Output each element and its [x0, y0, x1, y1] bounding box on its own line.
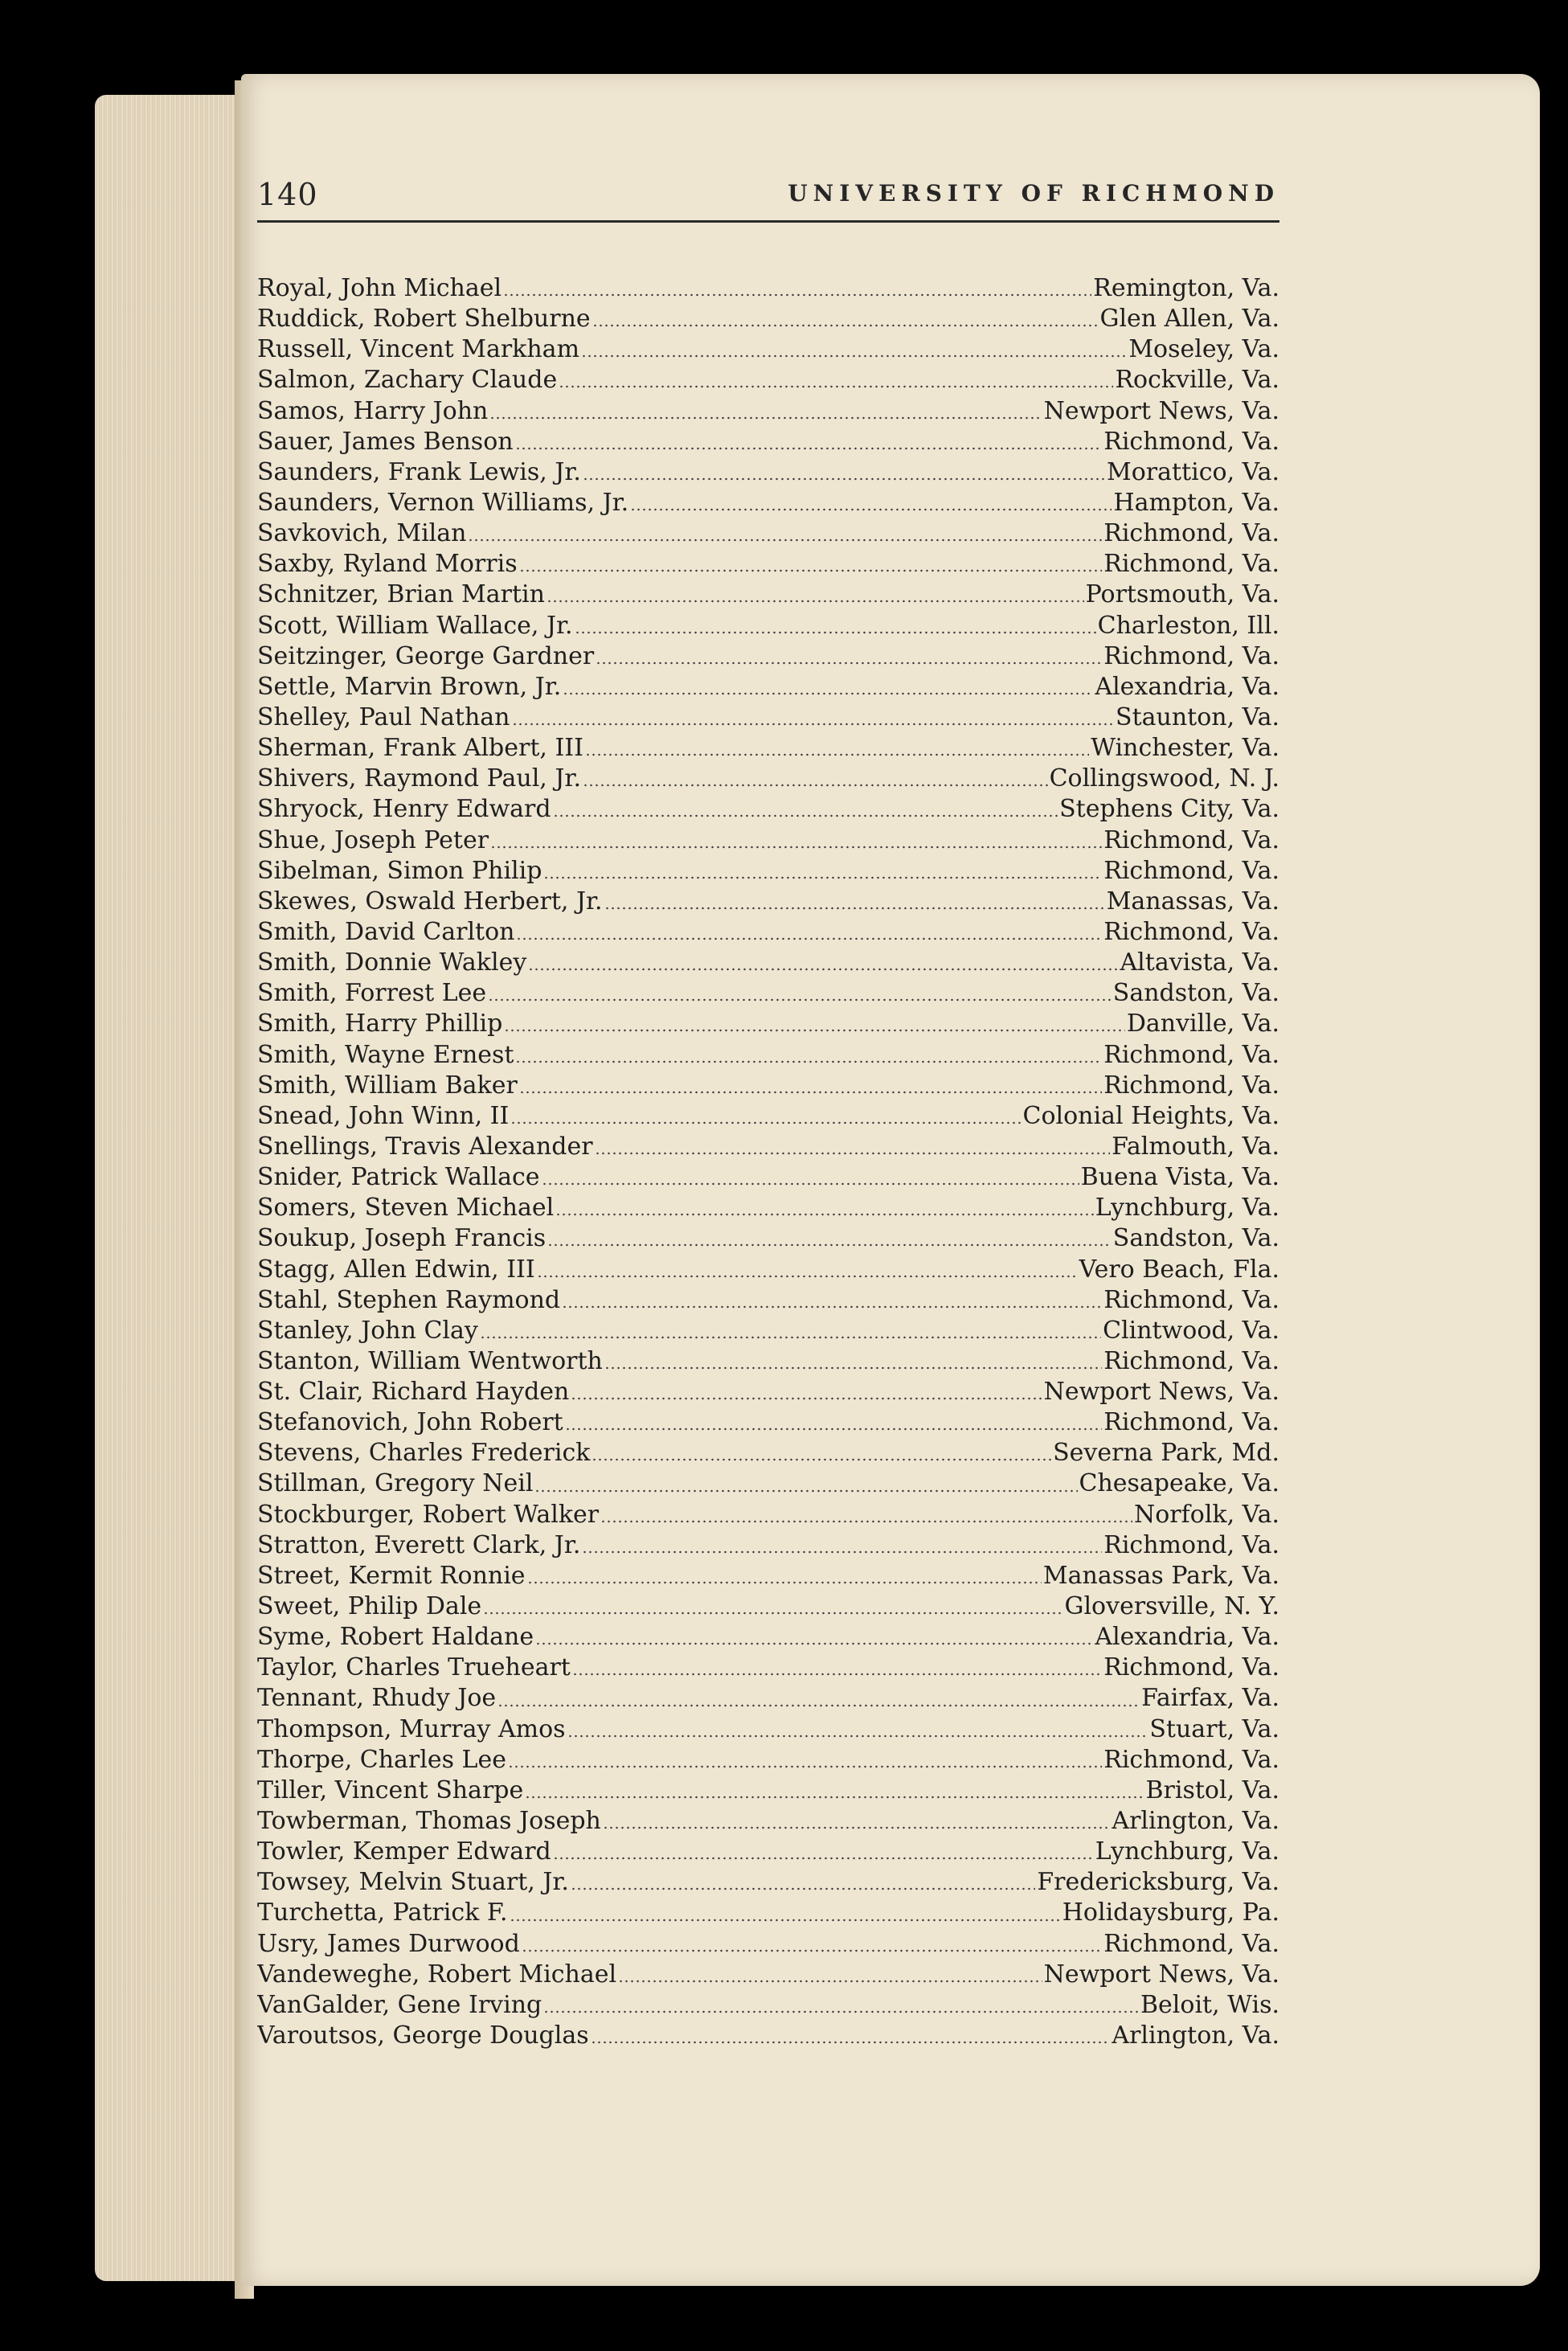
list-item: [257, 1223, 1279, 1254]
hometown: Morattico, Va.: [1107, 457, 1279, 486]
dot-leader: [516, 936, 1102, 941]
hometown: Richmond, Va.: [1103, 1040, 1279, 1069]
dot-leader: [583, 477, 1105, 481]
list-item: [257, 1377, 1279, 1407]
hometown: Winchester, Va.: [1091, 734, 1279, 763]
student-name: Stevens, Charles Frederick: [257, 1439, 591, 1468]
dot-leader: [571, 1396, 1042, 1401]
list-item: [257, 1468, 1279, 1499]
dot-leader: [535, 1641, 1093, 1646]
list-item: [257, 611, 1279, 641]
hometown: Altavista, Va.: [1120, 948, 1279, 977]
page-header: [257, 172, 1279, 223]
list-item: [257, 396, 1279, 427]
dot-leader: [575, 630, 1096, 635]
dot-leader: [542, 1182, 1079, 1186]
list-item: [257, 1806, 1279, 1837]
student-name: Samos, Harry John: [257, 396, 489, 425]
dot-leader: [489, 416, 1042, 420]
dot-leader: [504, 1028, 1124, 1033]
list-item: [257, 702, 1279, 733]
dot-leader: [595, 1151, 1111, 1156]
student-name: Saunders, Vernon Williams, Jr.: [257, 488, 629, 517]
list-item: [257, 978, 1279, 1009]
hometown: Richmond, Va.: [1103, 1346, 1279, 1375]
student-name: Snead, John Winn, II: [257, 1101, 510, 1130]
dot-leader: [583, 783, 1048, 788]
student-name: Stefanovich, John Robert: [257, 1408, 563, 1437]
hometown: Arlington, Va.: [1112, 2021, 1279, 2050]
dot-leader: [604, 1366, 1102, 1370]
hometown: Norfolk, Va.: [1134, 1500, 1279, 1529]
list-item: [257, 1591, 1279, 1622]
hometown: Alexandria, Va.: [1095, 672, 1279, 701]
list-item: [257, 1622, 1279, 1653]
student-name: Varoutsos, George Douglas: [257, 2021, 589, 2050]
list-item: [257, 1071, 1279, 1101]
hometown: Richmond, Va.: [1103, 1530, 1279, 1559]
list-item: [257, 1561, 1279, 1591]
student-name: Sherman, Frank Albert, III: [257, 734, 584, 763]
student-name: Syme, Robert Haldane: [257, 1623, 534, 1652]
student-directory-list: [257, 273, 1279, 2051]
dot-leader: [515, 446, 1103, 451]
list-item: [257, 1837, 1279, 1867]
list-item: [257, 1653, 1279, 1683]
student-name: Smith, Harry Phillip: [257, 1010, 503, 1038]
student-name: Stahl, Stephen Raymond: [257, 1285, 561, 1314]
dot-leader: [527, 1580, 1042, 1585]
list-item: [257, 1285, 1279, 1316]
student-name: Tiller, Vincent Sharpe: [257, 1776, 524, 1804]
hometown: Falmouth, Va.: [1112, 1132, 1279, 1161]
student-name: Smith, William Baker: [257, 1071, 518, 1100]
student-name: Thorpe, Charles Lee: [257, 1745, 506, 1774]
student-name: Usry, James Durwood: [257, 1929, 520, 1958]
dot-leader: [630, 507, 1112, 512]
dot-leader: [525, 1795, 1144, 1800]
hometown: Rockville, Va.: [1115, 366, 1279, 395]
hometown: Fredericksburg, Va.: [1037, 1868, 1279, 1897]
list-item: [257, 1745, 1279, 1776]
list-item: [257, 427, 1279, 457]
hometown: Alexandria, Va.: [1095, 1623, 1279, 1652]
list-item: [257, 1929, 1279, 1960]
student-name: Sauer, James Benson: [257, 427, 514, 456]
hometown: Richmond, Va.: [1103, 1745, 1279, 1774]
list-item: [257, 764, 1279, 794]
dot-leader: [600, 1519, 1132, 1524]
list-item: [257, 1193, 1279, 1223]
dot-leader: [567, 1734, 1148, 1739]
student-name: Seitzinger, George Gardner: [257, 641, 595, 670]
student-name: Soukup, Joseph Francis: [257, 1224, 547, 1253]
hometown: Remington, Va.: [1093, 274, 1279, 302]
dot-leader: [565, 1427, 1103, 1431]
hometown: Sandston, Va.: [1112, 1224, 1279, 1253]
hometown: Beloit, Wis.: [1140, 1990, 1279, 2019]
page-edges: [95, 95, 248, 2281]
student-name: Towsey, Melvin Stuart, Jr.: [257, 1868, 569, 1897]
dot-leader: [508, 1764, 1102, 1769]
dot-leader: [519, 1090, 1102, 1095]
student-name: Stagg, Allen Edwin, III: [257, 1255, 535, 1284]
dot-leader: [515, 1059, 1102, 1064]
page-number: 140: [257, 177, 318, 212]
dot-leader: [582, 1550, 1102, 1554]
hometown: Lynchburg, Va.: [1095, 1194, 1279, 1223]
hometown: Portsmouth, Va.: [1085, 580, 1279, 609]
dot-leader: [571, 1886, 1035, 1891]
student-name: Shivers, Raymond Paul, Jr.: [257, 764, 581, 793]
list-item: [257, 1316, 1279, 1346]
student-name: Stanton, William Wentworth: [257, 1346, 603, 1375]
list-item: [257, 1990, 1279, 2021]
hometown: Chesapeake, Va.: [1079, 1469, 1279, 1498]
dot-leader: [512, 722, 1115, 727]
hometown: Colonial Heights, Va.: [1022, 1101, 1279, 1130]
student-name: Schnitzer, Brian Martin: [257, 580, 545, 609]
list-item: [257, 365, 1279, 395]
list-item: [257, 304, 1279, 334]
dot-leader: [537, 1274, 1078, 1279]
list-item: [257, 1438, 1279, 1468]
student-name: St. Clair, Richard Hayden: [257, 1378, 570, 1407]
hometown: Gloversville, N. Y.: [1064, 1592, 1279, 1621]
dot-leader: [604, 906, 1105, 911]
hometown: Charleston, Ill.: [1097, 611, 1279, 640]
dot-leader: [591, 2040, 1111, 2045]
list-item: [257, 334, 1279, 365]
list-item: [257, 1960, 1279, 1990]
dot-leader: [483, 1611, 1062, 1616]
hometown: Richmond, Va.: [1103, 917, 1279, 946]
dot-leader: [480, 1335, 1101, 1340]
student-name: Royal, John Michael: [257, 274, 502, 302]
list-item: [257, 273, 1279, 304]
student-name: Snellings, Travis Alexander: [257, 1132, 593, 1161]
list-item: [257, 887, 1279, 917]
student-name: Vandeweghe, Robert Michael: [257, 1960, 617, 1989]
hometown: Newport News, Va.: [1043, 396, 1279, 425]
hometown: Clintwood, Va.: [1103, 1316, 1279, 1345]
hometown: Manassas, Va.: [1106, 887, 1279, 915]
list-item: [257, 1776, 1279, 1806]
student-name: Smith, Forrest Lee: [257, 979, 487, 1008]
list-item: [257, 948, 1279, 978]
hometown: Sandston, Va.: [1112, 979, 1279, 1008]
hometown: Fairfax, Va.: [1141, 1684, 1279, 1713]
dot-leader: [592, 323, 1099, 328]
student-name: VanGalder, Gene Irving: [257, 1990, 542, 2019]
student-name: Stockburger, Robert Walker: [257, 1500, 600, 1529]
dot-leader: [510, 1120, 1021, 1125]
list-item: [257, 1530, 1279, 1561]
hometown: Richmond, Va.: [1103, 1071, 1279, 1100]
hometown: Vero Beach, Fla.: [1079, 1255, 1279, 1284]
student-name: Stillman, Gregory Neil: [257, 1469, 534, 1498]
student-name: Russell, Vincent Markham: [257, 335, 580, 364]
list-item: [257, 1683, 1279, 1714]
hometown: Collingswood, N. J.: [1049, 764, 1279, 793]
list-item: [257, 672, 1279, 702]
list-item: [257, 1255, 1279, 1285]
hometown: Severna Park, Md.: [1053, 1439, 1279, 1468]
list-item: [257, 825, 1279, 856]
list-item: [257, 1346, 1279, 1377]
student-name: Skewes, Oswald Herbert, Jr.: [257, 887, 603, 915]
student-name: Sibelman, Simon Philip: [257, 856, 542, 885]
dot-leader: [592, 1457, 1051, 1462]
student-name: Towberman, Thomas Joseph: [257, 1807, 601, 1836]
hometown: Holidaysburg, Pa.: [1062, 1898, 1279, 1927]
dot-leader: [547, 599, 1084, 604]
list-item: [257, 488, 1279, 518]
dot-leader: [510, 1918, 1061, 1923]
dot-leader: [468, 538, 1102, 543]
hometown: Richmond, Va.: [1103, 1285, 1279, 1314]
student-name: Towler, Kemper Edward: [257, 1837, 551, 1866]
hometown: Danville, Va.: [1126, 1010, 1279, 1038]
hometown: Richmond, Va.: [1103, 825, 1279, 854]
list-item: [257, 1714, 1279, 1745]
dot-leader: [503, 293, 1091, 297]
student-name: Salmon, Zachary Claude: [257, 366, 558, 395]
student-name: Scott, William Wallace, Jr.: [257, 611, 573, 640]
student-name: Sweet, Philip Dale: [257, 1592, 482, 1621]
dot-leader: [559, 384, 1113, 389]
dot-leader: [547, 1243, 1112, 1247]
student-name: Street, Kermit Ronnie: [257, 1561, 526, 1590]
dot-leader: [522, 1948, 1102, 1953]
dot-leader: [543, 875, 1102, 880]
list-item: [257, 1101, 1279, 1132]
dot-leader: [528, 967, 1118, 972]
student-name: Settle, Marvin Brown, Jr.: [257, 672, 562, 701]
dot-leader: [581, 354, 1127, 358]
hometown: Hampton, Va.: [1113, 488, 1279, 517]
hometown: Stephens City, Va.: [1059, 795, 1279, 824]
student-name: Ruddick, Robert Shelburne: [257, 305, 591, 334]
list-item: [257, 457, 1279, 488]
dot-leader: [497, 1703, 1140, 1708]
dot-leader: [585, 752, 1089, 757]
hometown: Richmond, Va.: [1103, 1929, 1279, 1958]
list-item: [257, 794, 1279, 825]
dot-leader: [534, 1489, 1077, 1493]
hometown: Richmond, Va.: [1103, 427, 1279, 456]
student-name: Stanley, John Clay: [257, 1316, 478, 1345]
hometown: Bristol, Va.: [1145, 1776, 1279, 1804]
list-item: [257, 549, 1279, 580]
hometown: Richmond, Va.: [1103, 1408, 1279, 1437]
hometown: Richmond, Va.: [1103, 550, 1279, 579]
list-item: [257, 1009, 1279, 1039]
student-name: Smith, Wayne Ernest: [257, 1040, 514, 1069]
dot-leader: [596, 661, 1102, 666]
hometown: Richmond, Va.: [1103, 1653, 1279, 1682]
dot-leader: [563, 691, 1093, 696]
list-item: [257, 580, 1279, 610]
student-name: Stratton, Everett Clark, Jr.: [257, 1530, 581, 1559]
dot-leader: [618, 1979, 1042, 1984]
hometown: Buena Vista, Va.: [1080, 1163, 1279, 1192]
list-item: [257, 856, 1279, 887]
dot-leader: [555, 1212, 1094, 1217]
hometown: Lynchburg, Va.: [1095, 1837, 1279, 1866]
list-item: [257, 1407, 1279, 1438]
dot-leader: [543, 2009, 1139, 2014]
hometown: Manassas Park, Va.: [1042, 1561, 1279, 1590]
hometown: Arlington, Va.: [1112, 1807, 1279, 1836]
student-name: Turchetta, Patrick F.: [257, 1898, 508, 1927]
dot-leader: [562, 1305, 1102, 1309]
list-item: [257, 1132, 1279, 1162]
student-name: Savkovich, Milan: [257, 519, 467, 548]
hometown: Newport News, Va.: [1043, 1378, 1279, 1407]
list-item: [257, 518, 1279, 549]
dot-leader: [553, 813, 1058, 818]
student-name: Saxby, Ryland Morris: [257, 550, 518, 579]
hometown: Moseley, Va.: [1128, 335, 1279, 364]
hometown: Richmond, Va.: [1103, 856, 1279, 885]
list-item: [257, 1500, 1279, 1530]
student-name: Tennant, Rhudy Joe: [257, 1684, 497, 1713]
list-item: [257, 641, 1279, 672]
student-name: Shryock, Henry Edward: [257, 795, 551, 824]
list-item: [257, 1867, 1279, 1898]
list-item: [257, 917, 1279, 948]
running-head: UNIVERSITY OF RICHMOND: [788, 180, 1279, 207]
student-name: Smith, David Carlton: [257, 917, 515, 946]
dot-leader: [553, 1856, 1094, 1861]
student-name: Shue, Joseph Peter: [257, 825, 489, 854]
student-name: Thompson, Murray Amos: [257, 1714, 566, 1743]
student-name: Saunders, Frank Lewis, Jr.: [257, 457, 581, 486]
dot-leader: [490, 845, 1102, 850]
list-item: [257, 733, 1279, 764]
hometown: Stuart, Va.: [1149, 1714, 1279, 1743]
dot-leader: [572, 1672, 1102, 1677]
dot-leader: [519, 568, 1103, 573]
dot-leader: [488, 997, 1112, 1002]
student-name: Taylor, Charles Trueheart: [257, 1653, 571, 1682]
hometown: Richmond, Va.: [1103, 641, 1279, 670]
list-item: [257, 2021, 1279, 2051]
list-item: [257, 1162, 1279, 1193]
student-name: Somers, Steven Michael: [257, 1194, 555, 1223]
hometown: Glen Allen, Va.: [1099, 305, 1279, 334]
student-name: Shelley, Paul Nathan: [257, 702, 510, 731]
hometown: Newport News, Va.: [1043, 1960, 1279, 1989]
student-name: Smith, Donnie Wakley: [257, 948, 527, 977]
student-name: Snider, Patrick Wallace: [257, 1163, 540, 1192]
hometown: Staunton, Va.: [1116, 702, 1279, 731]
dot-leader: [603, 1825, 1111, 1830]
list-item: [257, 1040, 1279, 1071]
hometown: Richmond, Va.: [1103, 519, 1279, 548]
list-item: [257, 1898, 1279, 1928]
